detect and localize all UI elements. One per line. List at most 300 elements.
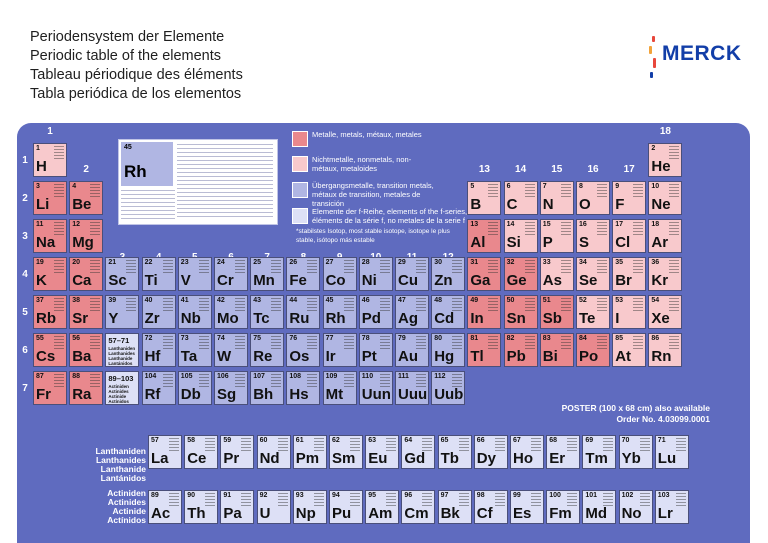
element-symbol: Te [579, 310, 596, 327]
atomic-number: 61 [295, 437, 304, 444]
element-cell-tm [582, 435, 616, 469]
element-details [597, 260, 607, 274]
element-details [380, 298, 390, 312]
atomic-number: 109 [325, 373, 338, 380]
element-cell-am [365, 490, 399, 524]
group-label: 1 [47, 126, 53, 137]
element-symbol: Ir [325, 348, 336, 365]
title-es: Tabla periódica de los elementos [30, 86, 242, 102]
element-symbol: Bk [440, 505, 460, 522]
element-cell-lr [655, 490, 689, 524]
element-details [525, 336, 535, 350]
element-details [640, 493, 650, 507]
range-caption: Lanthaniden Lanthanides Lanthanide Lantánidos [108, 346, 136, 366]
atomic-number: 65 [440, 437, 449, 444]
atomic-number: 46 [361, 297, 370, 304]
element-cell-be [69, 181, 103, 215]
atomic-number: 17 [615, 221, 623, 228]
element-cell-ar [648, 219, 682, 253]
atomic-number: 25 [253, 259, 261, 266]
atomic-number: 77 [325, 335, 334, 342]
element-details [416, 260, 426, 274]
element-cell-br [612, 257, 646, 291]
element-symbol: Uub [434, 386, 464, 403]
element-cell-n [540, 181, 574, 215]
element-cell-na [33, 219, 67, 253]
element-details [314, 493, 324, 507]
element-details [241, 493, 251, 507]
element-details [314, 438, 324, 452]
element-details [488, 336, 498, 350]
atomic-number: 69 [585, 437, 594, 444]
atomic-number: 93 [295, 492, 304, 499]
element-details [452, 260, 462, 274]
legend-swatch-transition [292, 182, 308, 198]
atomic-number: 50 [506, 297, 515, 304]
element-symbol: Po [579, 348, 599, 365]
atomic-number: 79 [398, 335, 406, 342]
element-details [459, 438, 469, 452]
element-cell-rn [648, 333, 682, 367]
element-symbol: Fm [549, 505, 572, 522]
element-cell-cr [214, 257, 248, 291]
element-details [669, 184, 679, 198]
logo-dot [650, 72, 653, 78]
atomic-number: 20 [72, 259, 80, 266]
element-symbol: Tc [253, 310, 270, 327]
element-symbol: Kr [651, 272, 669, 289]
element-details [271, 298, 281, 312]
atomic-number: 42 [217, 297, 225, 304]
element-symbol: Cl [615, 234, 631, 251]
element-details [199, 260, 209, 274]
element-symbol: Tl [470, 348, 484, 365]
element-symbol: Se [579, 272, 598, 289]
element-details [633, 298, 643, 312]
element-cell-te [576, 295, 610, 329]
element-details [422, 493, 432, 507]
element-details [452, 298, 462, 312]
element-symbol: Li [36, 196, 50, 213]
atomic-number: 88 [72, 373, 80, 380]
element-symbol: Pb [506, 348, 526, 365]
element-details [452, 374, 462, 388]
element-cell-er [546, 435, 580, 469]
atomic-number: 83 [542, 335, 551, 342]
element-cell-mt [323, 371, 357, 405]
element-cell-mn [250, 257, 284, 291]
element-symbol: Bh [253, 386, 274, 403]
element-symbol: Db [180, 386, 201, 403]
logo-dot [652, 36, 655, 42]
element-symbol: Rf [144, 386, 161, 403]
element-symbol: Ar [651, 234, 669, 251]
element-symbol: Dy [476, 450, 496, 467]
element-symbol: Md [585, 505, 608, 522]
element-symbol: Mg [72, 234, 94, 251]
element-symbol: Mo [217, 310, 239, 327]
element-details [350, 438, 360, 452]
element-symbol: Pm [295, 450, 320, 467]
atomic-number: 12 [72, 221, 80, 228]
element-cell-uuu [395, 371, 429, 405]
element-symbol: Au [398, 348, 418, 365]
element-details [205, 493, 215, 507]
element-symbol: Th [187, 505, 206, 522]
atomic-number: 55 [36, 335, 44, 342]
range-numbers: 89–103 [108, 374, 134, 383]
atomic-number: 100 [549, 492, 561, 499]
atomic-number: 48 [434, 297, 442, 304]
atomic-number: 1 [36, 145, 40, 152]
atomic-number: 89 [151, 492, 159, 499]
element-cell-hg [431, 333, 465, 367]
element-symbol: Er [549, 450, 566, 467]
period-label: 5 [22, 307, 28, 318]
title-de: Periodensystem der Elemente [30, 29, 225, 45]
element-symbol: Sn [506, 310, 526, 327]
element-cell-pa [220, 490, 254, 524]
element-details [380, 374, 390, 388]
element-details [380, 260, 390, 274]
atomic-number: 78 [361, 335, 370, 342]
element-details [169, 493, 179, 507]
element-symbol: Ta [180, 348, 198, 365]
element-cell-re [250, 333, 284, 367]
element-symbol: Ag [398, 310, 418, 327]
element-details [676, 493, 686, 507]
atomic-number: 43 [253, 297, 261, 304]
element-details [163, 374, 173, 388]
element-cell-kr [648, 257, 682, 291]
element-details [676, 438, 686, 452]
atomic-number: 45 [325, 297, 334, 304]
element-details [416, 336, 426, 350]
element-details [422, 438, 432, 452]
element-symbol: In [470, 310, 484, 327]
element-symbol: Pr [223, 450, 240, 467]
element-symbol: Y [108, 310, 119, 327]
atomic-number: 68 [549, 437, 557, 444]
element-details [241, 438, 251, 452]
element-symbol: Uun [361, 386, 391, 403]
element-cell-tl [467, 333, 501, 367]
atomic-number: 24 [217, 259, 225, 266]
element-symbol: Gd [404, 450, 426, 467]
element-details [416, 298, 426, 312]
atomic-number: 59 [223, 437, 232, 444]
element-details [561, 222, 571, 236]
element-cell-ru [286, 295, 320, 329]
atomic-number: 13 [470, 221, 479, 228]
title-block [30, 28, 243, 104]
element-symbol: Nd [259, 450, 280, 467]
legend-metals: Metalle, metals, métaux, metales [312, 130, 422, 139]
atomic-number: 11 [36, 221, 44, 228]
element-symbol: Al [470, 234, 486, 251]
atomic-number: 47 [398, 297, 406, 304]
atomic-number: 107 [253, 373, 265, 380]
element-cell-uub [431, 371, 465, 405]
atomic-number: 102 [621, 492, 634, 499]
lanthanides-label: Lanthaniden Lanthanides Lanthanide Lantánidos [95, 446, 146, 483]
element-symbol: Cf [476, 505, 493, 522]
atomic-number: 105 [180, 373, 193, 380]
atomic-number: 19 [36, 259, 44, 266]
element-cell-ba [69, 333, 103, 367]
element-symbol: N [542, 196, 554, 213]
atomic-number: 97 [440, 492, 449, 499]
element-cell-la [148, 435, 182, 469]
element-symbol: Sb [542, 310, 562, 327]
element-symbol: At [615, 348, 632, 365]
element-details [235, 374, 245, 388]
element-cell-sn [504, 295, 538, 329]
poster-order: Order No. 4.03099.0001 [616, 414, 710, 424]
element-symbol: Ti [144, 272, 158, 289]
element-symbol: Os [289, 348, 310, 365]
element-cell-s [576, 219, 610, 253]
atomic-number: 75 [253, 335, 261, 342]
element-cell-pm [293, 435, 327, 469]
element-details [597, 298, 607, 312]
element-cell-zn [431, 257, 465, 291]
atomic-number: 38 [72, 297, 80, 304]
atomic-number: 67 [513, 437, 521, 444]
element-symbol: Ba [72, 348, 92, 365]
element-symbol: Ga [470, 272, 491, 289]
element-symbol: Pt [361, 348, 377, 365]
element-details [307, 336, 317, 350]
element-details [561, 298, 571, 312]
element-symbol: Cm [404, 505, 429, 522]
atomic-number: 106 [217, 373, 229, 380]
element-cell-ac [148, 490, 182, 524]
element-details [386, 493, 396, 507]
element-cell-cf [474, 490, 508, 524]
element-cell-bk [438, 490, 472, 524]
atomic-number: 63 [368, 437, 376, 444]
atomic-number: 62 [332, 437, 340, 444]
element-cell-sr [69, 295, 103, 329]
element-cell-sc [105, 257, 139, 291]
actinides-label: Actiniden Actinides Actinide Actínidos [107, 488, 146, 525]
element-cell-cs [33, 333, 67, 367]
legend-fseries: Elemente der f-Reihe, elements of the f-series, éléments de la série f, no metales de la serie f [312, 207, 468, 225]
element-details [307, 260, 317, 274]
element-symbol: Br [615, 272, 632, 289]
element-symbol: Hs [289, 386, 309, 403]
element-cell-si [504, 219, 538, 253]
element-details [307, 298, 317, 312]
element-details [199, 336, 209, 350]
element-symbol: F [615, 196, 625, 213]
element-details [54, 298, 64, 312]
atomic-number: 49 [470, 297, 479, 304]
element-cell-sg [214, 371, 248, 405]
atomic-number: 36 [651, 259, 660, 266]
element-details [205, 438, 215, 452]
element-cell-co [323, 257, 357, 291]
period-label: 7 [22, 383, 28, 394]
atomic-number: 74 [217, 335, 225, 342]
element-symbol: La [151, 450, 169, 467]
element-details [488, 184, 498, 198]
element-cell-po [576, 333, 610, 367]
logo-dot [653, 58, 656, 68]
atomic-number: 10 [651, 183, 660, 190]
element-cell-os [286, 333, 320, 367]
atomic-number: 33 [542, 259, 551, 266]
atomic-number: 95 [368, 492, 376, 499]
element-cell-ag [395, 295, 429, 329]
element-symbol: Sm [332, 450, 356, 467]
atomic-number: 104 [144, 373, 157, 380]
element-cell-p [540, 219, 574, 253]
element-details [169, 438, 179, 452]
atomic-number: 32 [506, 259, 515, 266]
legend-stable-note: *stabilstes Isotop, most stable isotope, isotope le plus stable, isótopo más estable [296, 228, 450, 244]
element-cell-w [214, 333, 248, 367]
atomic-number: 41 [180, 297, 189, 304]
element-cell-fr [33, 371, 67, 405]
element-cell-cm [401, 490, 435, 524]
element-cell-ga [467, 257, 501, 291]
period-label: 6 [22, 345, 28, 356]
atomic-number: 73 [180, 335, 189, 342]
element-cell-al [467, 219, 501, 253]
element-details [90, 260, 100, 274]
element-cell-fm [546, 490, 580, 524]
element-details [633, 222, 643, 236]
group-label: 14 [515, 164, 527, 175]
element-cell-y [105, 295, 139, 329]
atomic-number: 64 [404, 437, 413, 444]
element-details [126, 298, 136, 312]
atomic-number: 66 [476, 437, 485, 444]
element-symbol: Xe [651, 310, 670, 327]
element-details [90, 222, 100, 236]
atomic-number: 60 [259, 437, 268, 444]
atomic-number: 6 [506, 183, 511, 190]
element-cell-li [33, 181, 67, 215]
atomic-number: 4 [72, 183, 77, 190]
element-symbol: Tb [440, 450, 459, 467]
element-details [597, 222, 607, 236]
merck-logo: MERCK [662, 42, 742, 65]
element-symbol: W [217, 348, 232, 365]
element-cell-ne [648, 181, 682, 215]
element-details [54, 222, 64, 236]
atomic-number: 21 [108, 259, 117, 266]
element-cell-ni [359, 257, 393, 291]
period-label: 2 [22, 193, 28, 204]
element-details [525, 222, 535, 236]
element-cell-eu [365, 435, 399, 469]
group-label: 16 [587, 164, 599, 175]
atomic-number: 9 [615, 183, 620, 190]
element-symbol: Ac [151, 505, 171, 522]
element-details [567, 438, 577, 452]
group-label: 2 [83, 164, 89, 175]
element-cell-hs [286, 371, 320, 405]
element-details [525, 260, 535, 274]
element-symbol: I [615, 310, 620, 327]
element-symbol: Pu [332, 505, 352, 522]
element-cell-u [257, 490, 291, 524]
key-number: 45 [124, 144, 132, 151]
title-fr: Tableau périodique des éléments [30, 67, 243, 83]
element-symbol: Cu [398, 272, 418, 289]
element-symbol: Pd [361, 310, 381, 327]
element-key-box [118, 139, 278, 225]
element-details [669, 260, 679, 274]
element-details [603, 438, 613, 452]
element-symbol: Tm [585, 450, 608, 467]
atomic-number: 72 [144, 335, 153, 342]
element-symbol: Co [325, 272, 346, 289]
element-cell-au [395, 333, 429, 367]
element-details [488, 260, 498, 274]
element-details [567, 493, 577, 507]
element-details [235, 298, 245, 312]
atomic-number: 80 [434, 335, 442, 342]
atomic-number: 101 [585, 492, 598, 499]
element-details [344, 336, 354, 350]
atomic-number: 16 [579, 221, 587, 228]
atomic-number: 58 [187, 437, 195, 444]
element-cell-se [576, 257, 610, 291]
element-symbol: Sc [108, 272, 127, 289]
atomic-number: 27 [325, 259, 334, 266]
atomic-number: 91 [223, 492, 232, 499]
element-cell-gd [401, 435, 435, 469]
element-cell-pt [359, 333, 393, 367]
element-cell-md [582, 490, 616, 524]
element-cell-o [576, 181, 610, 215]
element-symbol: Es [513, 505, 532, 522]
element-cell-cd [431, 295, 465, 329]
element-symbol: Ho [513, 450, 533, 467]
atomic-number: 110 [361, 373, 374, 380]
element-cell-pr [220, 435, 254, 469]
element-details [561, 336, 571, 350]
atomic-number: 53 [615, 297, 623, 304]
element-symbol: Nb [180, 310, 201, 327]
element-symbol: Cr [217, 272, 234, 289]
atomic-number: 94 [332, 492, 340, 499]
element-symbol: No [621, 505, 642, 522]
lanthanide-range-cell [105, 333, 139, 367]
element-details [163, 298, 173, 312]
element-details [495, 493, 505, 507]
element-details [452, 336, 462, 350]
element-details [271, 260, 281, 274]
element-symbol: Be [72, 196, 92, 213]
element-details [271, 374, 281, 388]
group-label: 15 [551, 164, 563, 175]
element-cell-db [178, 371, 212, 405]
key-descriptions [177, 144, 273, 220]
actinide-range-cell [105, 371, 139, 405]
element-symbol: Rn [651, 348, 672, 365]
element-details [640, 438, 650, 452]
element-symbol: Si [506, 234, 521, 251]
group-label: 17 [623, 164, 635, 175]
element-cell-f [612, 181, 646, 215]
group-label: 18 [659, 126, 671, 137]
element-symbol: Bi [542, 348, 558, 365]
